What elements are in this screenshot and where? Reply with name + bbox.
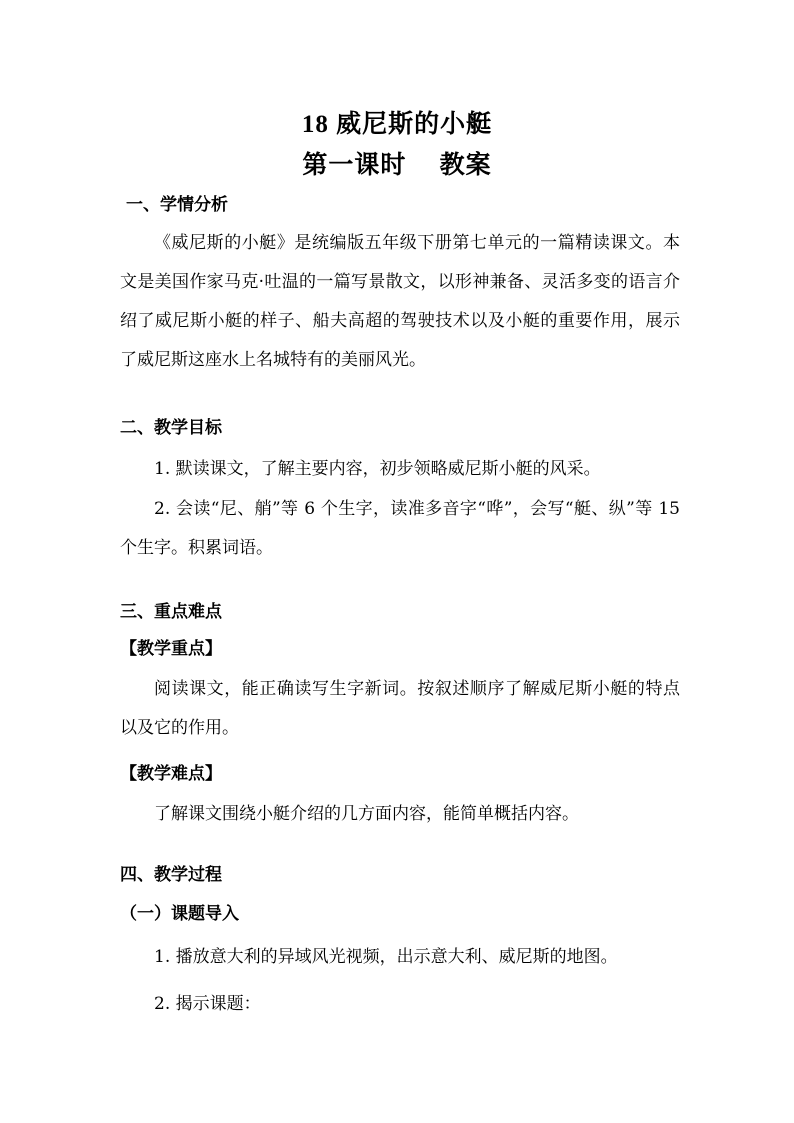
section-heading-process: 四、教学过程 bbox=[120, 865, 222, 885]
section-heading-key-points: 三、重点难点 bbox=[120, 602, 222, 622]
process-step-2: 2. 揭示课题： bbox=[154, 994, 261, 1014]
difficulty-label: 【教学难点】 bbox=[120, 764, 222, 784]
key-points-paragraph: 阅读课文，能正确读写生字新词。按叙述顺序了解威尼斯小艇的特点以及它的作用。 bbox=[120, 679, 680, 738]
analysis-paragraph: 《威尼斯的小艇》是统编版五年级下册第七单元的一篇精读课文。本文是美国作家马克·吐温的一篇写景散文，以形神兼备、灵活多变的语言介绍了威尼斯小艇的样子、船夫高超的驾驶技术以及小艇的重要作用，展示了威尼斯这座水上名城特有的美丽风光。 bbox=[120, 233, 680, 370]
document-title: 18 威尼斯的小艇 bbox=[301, 111, 493, 138]
difficulty-paragraph: 了解课文围绕小艇介绍的几方面内容，能简单概括内容。 bbox=[154, 804, 579, 824]
process-step-1: 1. 播放意大利的异域风光视频，出示意大利、威尼斯的地图。 bbox=[154, 947, 618, 967]
objective-item-1: 1. 默读课文，了解主要内容，初步领略威尼斯小艇的风采。 bbox=[154, 459, 601, 479]
document-subtitle: 第一课时 教案 bbox=[302, 152, 492, 179]
section-heading-objectives: 二、教学目标 bbox=[120, 418, 222, 438]
objective-item-2: 2. 会读“尼、艄”等 6 个生字，读准多音字“哗”，会写“艇、纵”等 15 个生字。积累词语。 bbox=[120, 499, 680, 558]
process-subheading: （一）课题导入 bbox=[120, 904, 239, 924]
section-heading-analysis: 一、学情分析 bbox=[126, 195, 228, 215]
key-points-label: 【教学重点】 bbox=[120, 639, 222, 659]
